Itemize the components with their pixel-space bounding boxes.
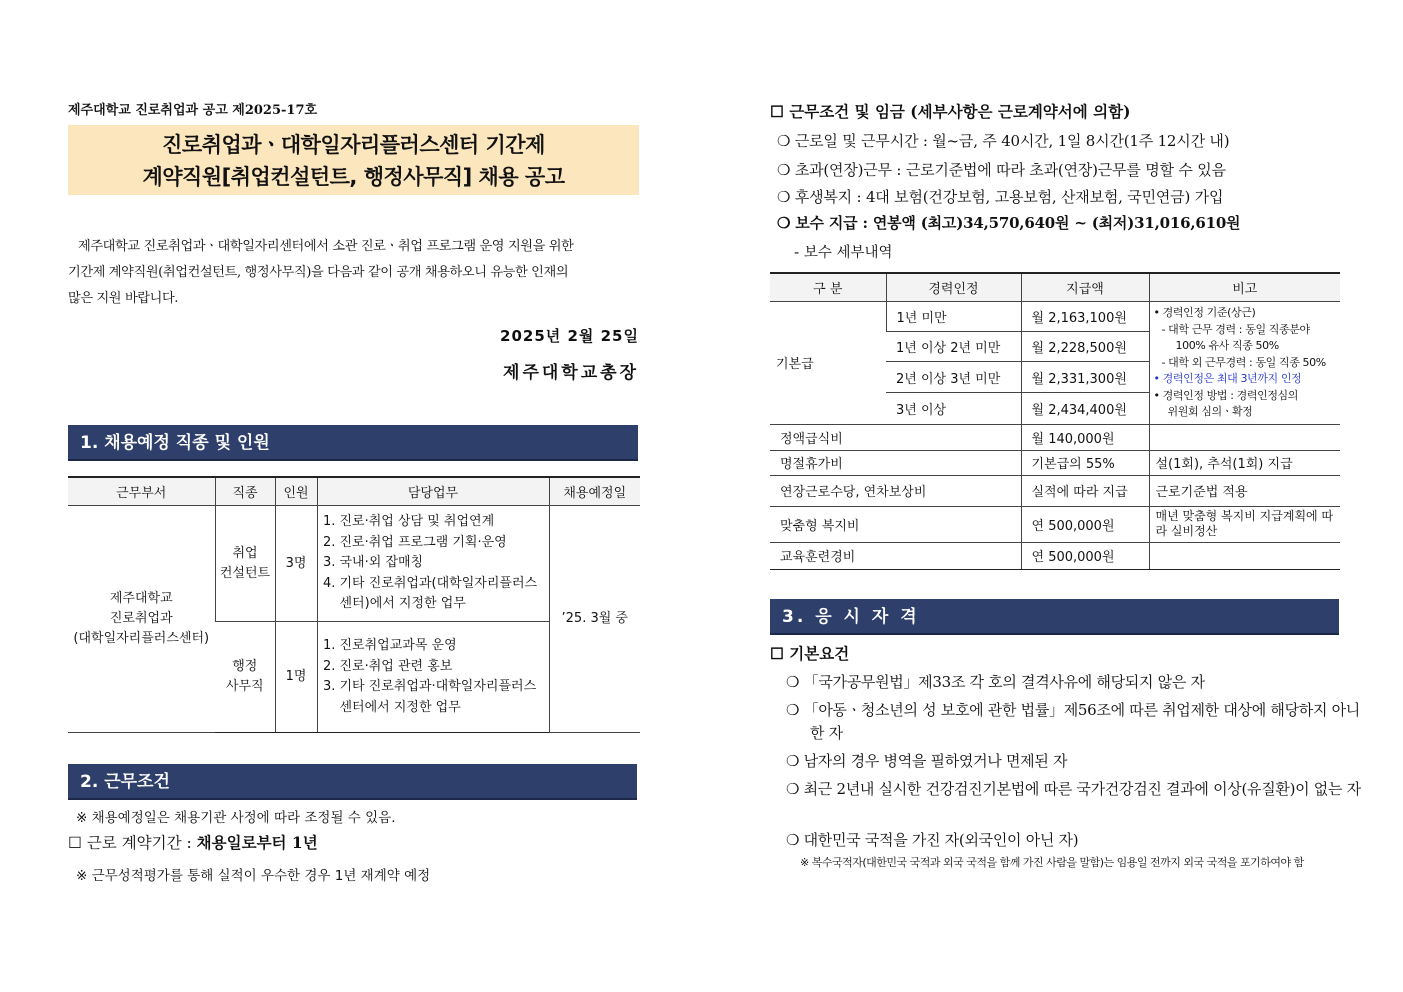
note-cell (1149, 424, 1340, 450)
header-note: 비고 (1149, 273, 1340, 302)
condition-item: ❍ 후생복지 : 4대 보험(건강보험, 고용보험, 산재보험, 국민연금) 가입 (777, 188, 1224, 206)
job-type-line-2: 컨설턴트 (219, 565, 271, 581)
title-box (68, 125, 639, 195)
note-cell: 근로기준법 적용 (1149, 475, 1340, 506)
base-pay-notes (1149, 302, 1340, 425)
duty-item: 3. 국내·외 잡매칭 (340, 553, 547, 574)
dept-line-3: (대학일자리플러스센터) (73, 631, 210, 646)
header-amount: 지급액 (1021, 273, 1149, 302)
table-row (770, 302, 1340, 332)
title-line-2: 계약직원[취업컨설턴트, 행정사무직] 채용 공고 (142, 165, 565, 189)
note-line: • 경력인정 기준(상근) (1153, 306, 1256, 319)
base-pay-label: 기본급 (770, 302, 886, 425)
dept-cell (68, 506, 215, 733)
table-row (770, 506, 1340, 542)
note-line: 위원회 심의ㆍ확정 (1167, 405, 1253, 418)
note-line: - 대학 근무 경력 : 동일 직종분야 (1161, 322, 1310, 336)
amount-cell: 실적에 따라 지급 (1021, 475, 1149, 506)
intro-line-3: 많은 지원 바랍니다. (68, 291, 179, 306)
renewal-note: ※ 근무성적평가를 통해 실적이 우수한 경우 1년 재계약 예정 (76, 868, 431, 884)
contract-label: ☐ 근로 계약기간 : (68, 834, 197, 852)
allowance-label: 교육훈련경비 (770, 542, 1021, 569)
amount-cell: 월 2,434,400원 (1021, 393, 1149, 424)
header-career: 경력인정 (886, 273, 1021, 302)
career-cell: 2년 이상 3년 미만 (886, 362, 1021, 393)
header-duties: 담당업무 (317, 477, 549, 506)
note-cell: 설(1회), 추석(1회) 지급 (1149, 450, 1340, 475)
note-line: • 경력인정 방법 : 경력인정심의 (1153, 388, 1298, 402)
amount-cell: 월 140,000원 (1021, 424, 1149, 450)
job-type-cell (215, 622, 275, 733)
conditions-title: ☐ 근무조건 및 임금 (세부사항은 근로계약서에 의함) (770, 102, 1131, 121)
header-category: 구 분 (770, 273, 886, 302)
pay-detail-label: - 보수 세부내역 (794, 245, 893, 261)
count-cell: 1명 (275, 622, 317, 733)
amount-cell: 기본급의 55% (1021, 450, 1149, 475)
section1-title: 1. 채용예정 직종 및 인원 (68, 425, 638, 461)
table-row (770, 450, 1340, 475)
header-count: 인원 (275, 477, 317, 506)
amount-cell: 연 500,000원 (1021, 542, 1149, 569)
requirement-item: ❍ 대한민국 국적을 가진 자(외국인이 아닌 자) (786, 831, 1079, 849)
note-line: 100% 유사 직종 50% (1175, 339, 1279, 352)
requirement-item: ❍ 「아동ㆍ청소년의 성 보호에 관한 법률」제56조에 따른 취업제한 대상에 해당하지 아니한 자 (786, 701, 1360, 742)
table-row (770, 424, 1340, 450)
table-row (770, 475, 1340, 506)
requirement-item: ❍ 남자의 경우 병역을 필하였거나 면제된 자 (786, 752, 1068, 770)
allowance-label: 정액급식비 (770, 424, 1021, 450)
career-cell: 1년 미만 (886, 302, 1021, 332)
amount-cell: 연 500,000원 (1021, 506, 1149, 542)
duty-item: 1. 진로취업교과목 운영 (340, 636, 547, 657)
duty-item: 3. 기타 진로취업과·대학일자리플러스 센터에서 지정한 업무 (340, 677, 547, 718)
job-type-cell (215, 506, 275, 622)
duty-item: 1. 진로·취업 상담 및 취업연계 (340, 512, 547, 533)
contract-period (68, 831, 318, 853)
section2-title: 2. 근무조건 (68, 764, 637, 800)
nationality-note: ※ 복수국적자(대한민국 국적과 외국 국적을 함께 가진 사람을 말함)는 임용일 전까지 외국 국적을 포기하여야 함 (800, 856, 1304, 869)
job-type-line-1: 행정 (232, 659, 258, 674)
amount-cell: 월 2,163,100원 (1021, 302, 1149, 332)
duty-item: 2. 진로·취업 관련 홍보 (340, 657, 547, 678)
basic-requirements-title: ☐ 기본요건 (770, 644, 850, 663)
duty-item: 4. 기타 진로취업과(대학일자리플러스 센터)에서 지정한 업무 (340, 574, 547, 615)
note-line: • 경력인정은 최대 3년까지 인정 (1153, 372, 1302, 385)
career-cell: 1년 이상 2년 미만 (886, 332, 1021, 362)
header-schedule: 채용예정일 (549, 477, 640, 506)
count-cell: 3명 (275, 506, 317, 622)
duties-cell (317, 506, 549, 622)
intro-paragraph (68, 234, 639, 312)
header-dept: 근무부서 (68, 477, 215, 506)
table-row (68, 506, 640, 622)
pay-table (770, 272, 1340, 570)
header-job-type: 직종 (215, 477, 275, 506)
note-cell: 매년 맞춤형 복지비 지급계획에 따라 실비정산 (1149, 506, 1340, 542)
duty-item: 2. 진로·취업 프로그램 기획·운영 (340, 533, 547, 554)
issuer-president: 제주대학교총장 (503, 363, 639, 383)
allowance-label: 연장근로수당, 연차보상비 (770, 475, 1021, 506)
notice-date: 2025년 2월 25일 (500, 327, 639, 345)
dept-line-2: 진로취업과 (109, 611, 173, 626)
title-line-1: 진로취업과ㆍ대학일자리플러스센터 기간제 (162, 133, 545, 157)
condition-item: ❍ 근로일 및 근무시간 : 월~금, 주 40시간, 1일 8시간(1주 12시간 내) (777, 132, 1230, 150)
amount-cell: 월 2,331,300원 (1021, 362, 1149, 393)
intro-line-2: 기간제 계약직원(취업컨설턴트, 행정사무직)을 다음과 같이 공개 채용하오니 유능한 인재의 (68, 265, 569, 280)
recruitment-table-header (68, 477, 640, 506)
schedule-note: ※ 채용예정일은 채용기관 사정에 따라 조정될 수 있음. (76, 810, 396, 826)
requirement-item: ❍ 최근 2년내 실시한 건강검진기본법에 따른 국가건강검진 결과에 이상(유질환)이 없는 자 (786, 780, 1361, 798)
schedule-cell: ’25. 3월 중 (549, 506, 640, 733)
job-type-line-2: 사무직 (225, 679, 264, 694)
duties-cell (317, 622, 549, 733)
pay-table-header (770, 273, 1340, 302)
table-row (770, 542, 1340, 569)
note-line: - 대학 외 근무경력 : 동일 직종 50% (1161, 355, 1326, 369)
note-cell (1149, 542, 1340, 569)
career-cell: 3년 이상 (886, 393, 1021, 424)
notice-number: 제주대학교 진로취업과 공고 제2025-17호 (68, 103, 318, 118)
condition-item: ❍ 보수 지급 : 연봉액 (최고)34,570,640원 ~ (최저)31,016,610원 (777, 214, 1241, 232)
condition-item: ❍ 초과(연장)근무 : 근로기준법에 따라 초과(연장)근무를 명할 수 있음 (777, 161, 1226, 179)
amount-cell: 월 2,228,500원 (1021, 332, 1149, 362)
contract-value: 채용일로부터 1년 (196, 833, 318, 852)
section3-title: 3. 응 시 자 격 (770, 599, 1339, 635)
requirement-item: ❍ 「국가공무원법」제33조 각 호의 결격사유에 해당되지 않은 자 (786, 673, 1205, 691)
dept-line-1: 제주대학교 (109, 591, 173, 606)
allowance-label: 맞춤형 복지비 (770, 506, 1021, 542)
intro-line-1: 제주대학교 진로취업과ㆍ대학일자리센터에서 소관 진로ㆍ취업 프로그램 운영 지원을 위한 (78, 239, 574, 254)
allowance-label: 명절휴가비 (770, 450, 1021, 475)
job-type-line-1: 취업 (232, 545, 258, 561)
recruitment-table (68, 476, 640, 733)
